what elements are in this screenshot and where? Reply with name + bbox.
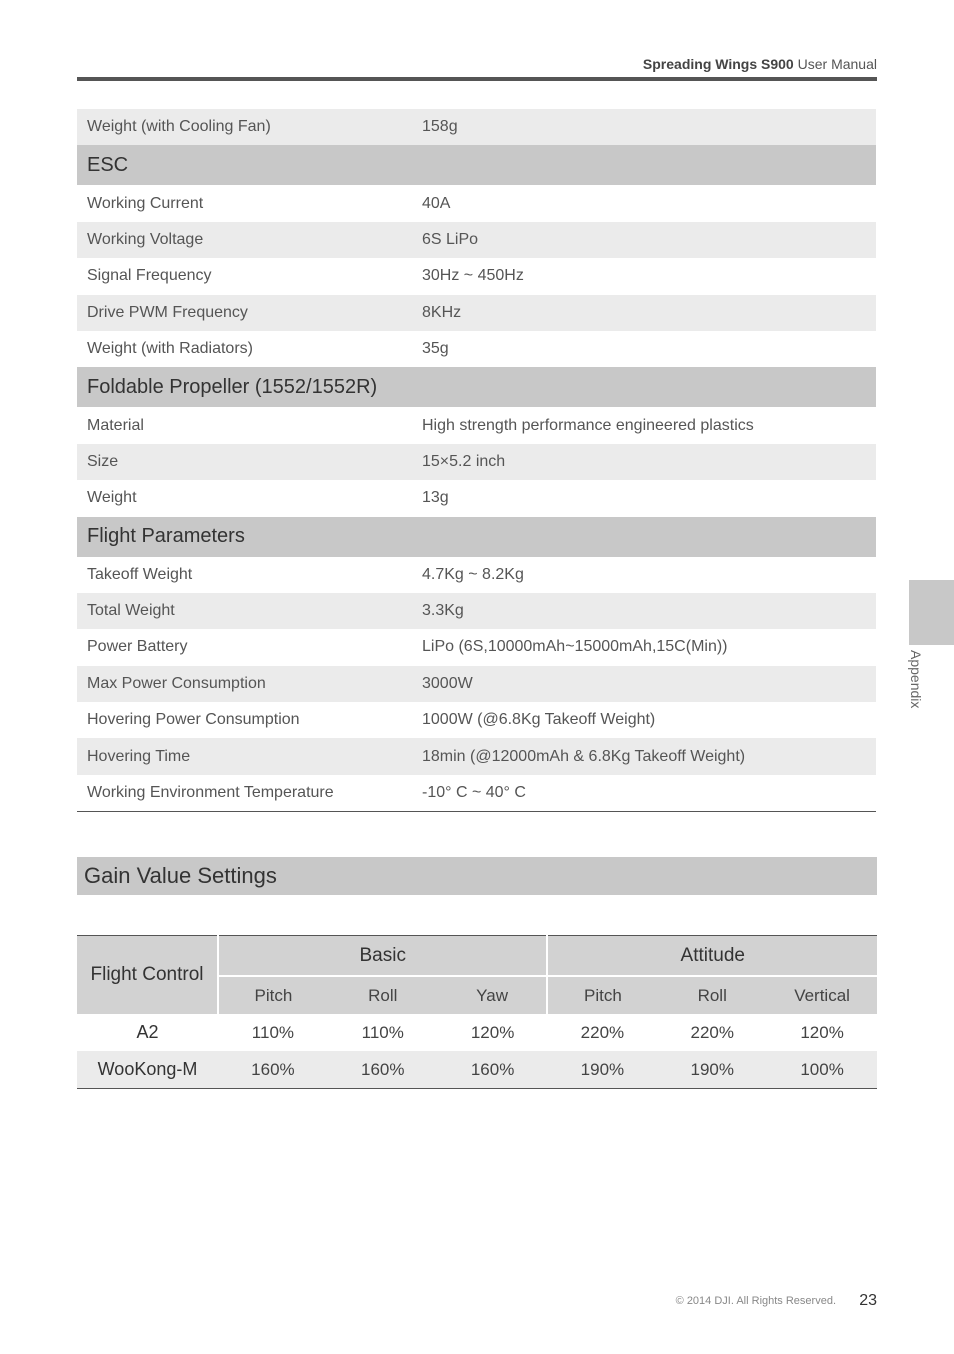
spec-row [77, 407, 876, 443]
spec-row [77, 258, 876, 294]
row-name: WooKong-M [77, 1051, 218, 1089]
spec-row [77, 666, 876, 702]
spec-row [77, 222, 876, 258]
sub-header: Pitch [547, 976, 657, 1014]
spec-row [77, 109, 876, 145]
table-cell: 190% [657, 1051, 767, 1089]
sub-header: Pitch [218, 976, 328, 1014]
sub-header: Roll [657, 976, 767, 1014]
side-tab [909, 580, 954, 645]
table-cell: 100% [767, 1051, 877, 1089]
gain-table [77, 935, 877, 1089]
spec-label: Max Power Consumption [87, 674, 266, 692]
spec-value: -10° C ~ 40° C [422, 784, 526, 802]
spec-label: Hovering Power Consumption [87, 711, 300, 729]
table-cell: 120% [800, 1022, 844, 1042]
spec-value: 13g [422, 489, 449, 507]
spec-row [77, 775, 876, 811]
table-row [77, 1051, 877, 1089]
header-brand: Spreading Wings S900 [642, 56, 794, 72]
basic-header: Basic [218, 936, 547, 977]
spec-row [77, 738, 876, 774]
spec-value: 18min (@12000mAh & 6.8Kg Takeoff Weight) [422, 747, 746, 765]
spec-value: 40A [422, 194, 451, 212]
spec-row [77, 444, 876, 480]
table-cell: 160% [438, 1051, 548, 1089]
spec-value: 3.3Kg [422, 602, 464, 620]
table-cell: 120% [470, 1022, 515, 1042]
spec-row [77, 629, 876, 665]
table-cell: 110% [361, 1022, 404, 1042]
spec-label: Weight (with Cooling Fan) [87, 118, 271, 136]
spec-section-header: Flight Parameters [77, 517, 876, 557]
spec-table [77, 109, 876, 812]
table-cell: 110% [251, 1022, 295, 1042]
spec-value: 1000W (@6.8Kg Takeoff Weight) [422, 711, 656, 729]
spec-row [77, 480, 876, 516]
table-cell: 160% [328, 1051, 438, 1089]
flight-control-header: Flight Control [77, 936, 218, 1015]
spec-label: Material [87, 416, 144, 434]
spec-row [77, 295, 876, 331]
spec-value: 35g [422, 340, 449, 358]
spec-value: LiPo (6S,10000mAh~15000mAh,15C(Min)) [422, 638, 728, 656]
attitude-header: Attitude [547, 936, 877, 977]
spec-label: Power Battery [87, 638, 188, 656]
spec-section-header: Foldable Propeller (1552/1552R) [77, 367, 876, 407]
spec-value: 30Hz ~ 450Hz [422, 267, 524, 285]
table-cell: 190% [547, 1051, 657, 1089]
spec-label: Working Current [87, 194, 204, 212]
spec-value: High strength performance engineered plastics [422, 416, 754, 434]
spec-value: 8KHz [422, 303, 462, 321]
spec-section-header: ESC [77, 145, 876, 185]
spec-value: 158g [422, 118, 458, 136]
sub-header: Yaw [438, 976, 548, 1014]
spec-label: Signal Frequency [87, 267, 212, 285]
spec-label: Drive PWM Frequency [87, 303, 248, 321]
header-suffix: User Manual [793, 56, 877, 72]
sub-header: Vertical [767, 976, 877, 1014]
spec-row [77, 702, 876, 738]
header-rule [77, 77, 877, 81]
spec-label: Working Voltage [87, 230, 204, 248]
page-header [77, 56, 877, 72]
spec-value: 15×5.2 inch [422, 452, 506, 470]
table-cell: 220% [690, 1022, 734, 1042]
spec-row [77, 185, 876, 221]
spec-label: Weight (with Radiators) [87, 340, 253, 358]
spec-label: Total Weight [87, 602, 175, 620]
row-name: A2 [136, 1022, 159, 1042]
spec-row [77, 331, 876, 367]
page-number: 23 [859, 1292, 877, 1309]
table-row [77, 1014, 877, 1051]
spec-value: 4.7Kg ~ 8.2Kg [422, 565, 524, 583]
gain-section-title: Gain Value Settings [77, 857, 877, 895]
table-cell: 220% [580, 1022, 625, 1042]
spec-label: Weight [87, 489, 137, 507]
spec-label: Size [87, 452, 119, 470]
spec-row [77, 593, 876, 629]
spec-label: Working Environment Temperature [87, 784, 334, 802]
spec-label: Takeoff Weight [87, 565, 193, 583]
spec-value: 6S LiPo [422, 230, 479, 248]
side-label: Appendix [908, 650, 924, 709]
footer-copyright: © 2014 DJI. All Rights Reserved. [675, 1295, 836, 1307]
spec-row [77, 557, 876, 593]
spec-value: 3000W [422, 674, 473, 692]
sub-header: Roll [328, 976, 438, 1014]
spec-label: Hovering Time [87, 747, 191, 765]
table-cell: 160% [218, 1051, 328, 1089]
